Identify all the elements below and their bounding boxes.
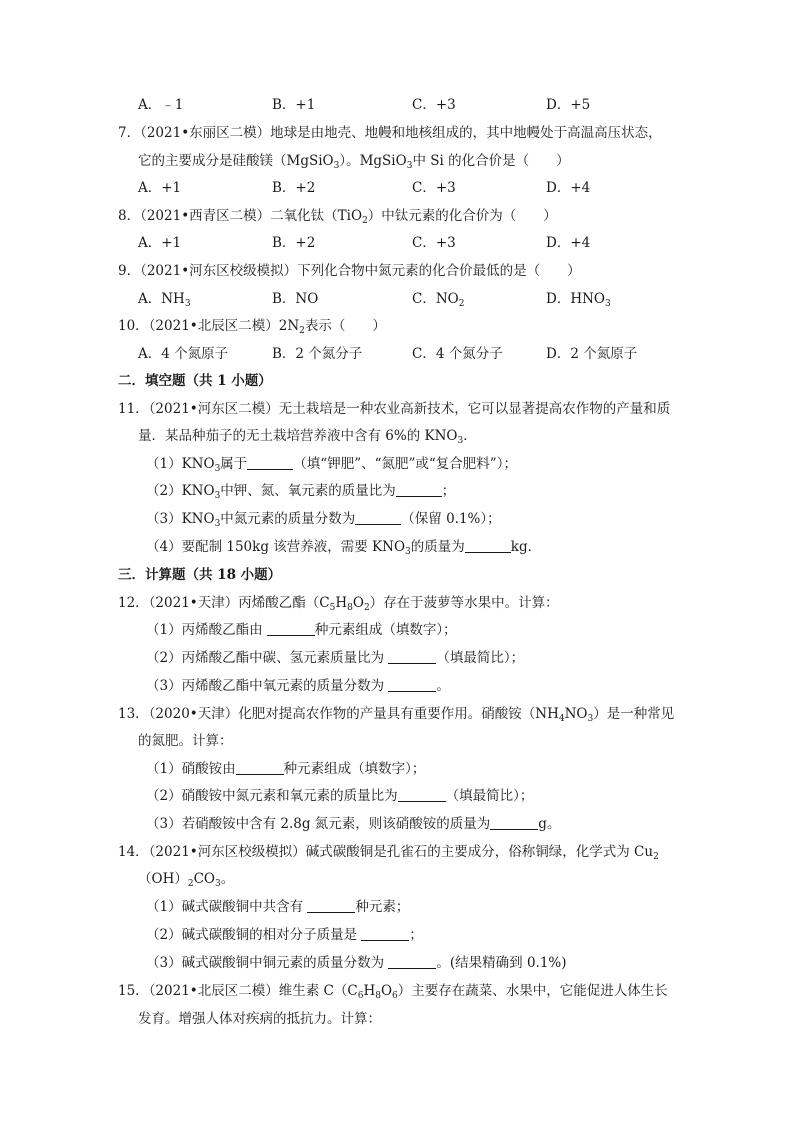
q14-text-2b: CO: [193, 871, 215, 887]
q12-sub-3: 2: [363, 603, 370, 613]
q13-p1-b: 种元素组成（填数字）；: [283, 761, 426, 777]
q12-text-h: H: [335, 595, 348, 611]
q12-text-a: 丙烯酸乙酯（C: [238, 595, 330, 611]
q12-part-2: [146, 648, 524, 668]
q10-source: （2021•北辰区二模）: [148, 318, 279, 334]
q11-p1-a: （1）KNO: [146, 456, 215, 472]
q11-line-1: [118, 399, 670, 419]
q12-source: （2021•天津）: [148, 595, 239, 611]
q10-option-d: D．2 个氮原子: [546, 346, 638, 362]
q8-option-a: A．+1: [138, 235, 182, 251]
q13-p2-a: （2）硝酸铵中氮元素和氧元素的质量比为: [146, 788, 398, 804]
q11-part-2: [146, 481, 455, 501]
q11-sub: 3: [457, 436, 464, 446]
q8-text-b: ）中钛元素的化合价为（ ）: [367, 208, 557, 224]
q15-line-2: 发育。增强人体对疾病的抵抗力。计算：: [138, 1011, 381, 1027]
q14-p1-a: （1）碱式碳酸铜中共含有: [146, 899, 308, 915]
answer-blank[interactable]: [247, 455, 293, 470]
q14-line-1: [118, 842, 659, 862]
q15-text-o: O: [380, 983, 393, 999]
q14-sub-3: 3: [214, 879, 221, 889]
q7-text-1: 地球是由地壳、地幔和地核组成的，其中地幔处于高温高压状态，: [270, 125, 662, 141]
q14-number: 14．: [118, 844, 149, 860]
q14-text-2c: 。: [220, 871, 235, 887]
q7-source: （2021•东丽区二模）: [140, 125, 271, 141]
q12-p3-b: 。: [436, 678, 450, 694]
q11-p2-a: （2）KNO: [146, 483, 215, 499]
q13-p2-b: （填最简比）；: [445, 788, 534, 804]
q11-p1-b: 属于: [220, 456, 248, 472]
q8-source: （2021•西青区二模）: [140, 208, 271, 224]
q11-number: 11．: [118, 401, 149, 417]
q11-source: （2021•河东区二模）: [148, 401, 279, 417]
answer-blank[interactable]: [267, 621, 315, 636]
q8-line-1: [118, 206, 557, 226]
q11-p4-a: （4）要配制 150kg 该营养液，需要 KNO: [146, 539, 406, 555]
q14-part-2: [146, 925, 423, 945]
q9-option-d-sub: 3: [604, 299, 611, 309]
q11-p2-b: 中钾、氮、氧元素的质量比为: [220, 483, 396, 499]
q11-text-1: 无土栽培是一种农业高新技术，它可以显著提高农作物的产量和质: [278, 401, 671, 417]
q8-number: 8．: [118, 208, 141, 224]
q10-line-1: [118, 316, 386, 336]
q12-number: 12．: [118, 595, 149, 611]
q7-sub-2: 3: [406, 161, 413, 171]
answer-blank[interactable]: [361, 926, 409, 941]
q9-text: 下列化合物中氮元素的化合价最低的是（ ）: [297, 263, 581, 279]
q9-option-c-text: C．NO: [412, 291, 459, 307]
section-heading-calculation: 三．计算题（共 18 小题）: [118, 567, 282, 583]
q14-text-2a: （OH）: [138, 871, 188, 887]
q13-p3-b: g。: [538, 816, 561, 832]
answer-blank[interactable]: [398, 787, 446, 802]
q9-option-d: [546, 289, 611, 309]
q10-number: 10．: [118, 318, 149, 334]
q13-p1-a: （1）硝酸铵由: [146, 761, 236, 777]
q12-p1-b: 种元素组成（填数字）；: [314, 622, 457, 638]
q10-option-b: B．2 个氮分子: [272, 346, 363, 362]
answer-blank[interactable]: [388, 677, 436, 692]
q14-p2-a: （2）碱式碳酸铜的相对分子质量是: [146, 927, 362, 943]
answer-blank[interactable]: [490, 815, 538, 830]
q14-sub-1: 2: [653, 852, 659, 862]
q13-text-no: NO: [564, 706, 588, 722]
q8-option-d: D．+4: [546, 235, 591, 251]
q11-part-3: [146, 509, 501, 529]
q9-option-c: [412, 289, 464, 309]
q12-sub-2: 8: [347, 603, 353, 613]
q12-p3-a: （3）丙烯酸乙酯中氧元素的质量分数为: [146, 678, 389, 694]
q15-line-1: [118, 981, 668, 1001]
q13-source: （2020•天津）: [148, 706, 239, 722]
q11-p1-c: （填“钾肥”、“氮肥”或“复合肥料”）；: [293, 456, 517, 472]
q6-option-d: D．+5: [546, 97, 591, 113]
q13-part-3: [146, 814, 560, 834]
q9-option-a: [138, 289, 191, 309]
q14-sub-2: 2: [187, 879, 194, 889]
q12-text-b: ）存在于菠萝等水果中。计算：: [369, 595, 559, 611]
q9-number: 9．: [118, 263, 141, 279]
q11-p4-sub: 3: [405, 547, 411, 557]
q10-sub: 2: [299, 326, 305, 336]
q7-line-2: [138, 151, 570, 171]
q13-p3-a: （3）若硝酸铵中含有 2.8g 氮元素，则该硝酸铵的质量为: [146, 816, 491, 832]
q15-sub-1: 6: [357, 991, 364, 1001]
q8-text-a: 二氧化钛（TiO: [270, 208, 363, 224]
q6-option-b: B．+1: [272, 97, 316, 113]
q9-option-b: B．NO: [272, 291, 319, 307]
q7-text-2b: ）。MgSiO: [339, 153, 407, 169]
q11-text-2b: ．: [463, 428, 477, 444]
q15-sub-2: 8: [375, 991, 381, 1001]
q11-p3-a: （3）KNO: [146, 511, 215, 527]
q12-p2-b: （填最简比）；: [436, 650, 525, 666]
q15-sub-3: 6: [392, 991, 398, 1001]
q13-number: 13．: [118, 706, 149, 722]
answer-blank[interactable]: [307, 898, 355, 913]
q11-p2-c: ；: [441, 483, 456, 499]
q7-option-a: A．+1: [138, 180, 182, 196]
q10-option-a: A．4 个氮原子: [138, 346, 229, 362]
answer-blank[interactable]: [388, 649, 436, 664]
q14-p3-b: 。(结果精确到 0.1%): [436, 955, 567, 971]
q8-option-c: C．+3: [412, 235, 456, 251]
q10-text-a: 2N: [278, 318, 300, 334]
answer-blank[interactable]: [396, 482, 442, 497]
q10-option-c: C．4 个氮分子: [412, 346, 503, 362]
q12-line-1: [118, 593, 559, 613]
q7-option-c: C．+3: [412, 180, 456, 196]
q11-text-2a: 量．某品种茄子的无土栽培营养液中含有 6%的 KNO: [138, 428, 458, 444]
q9-option-a-sub: 3: [184, 299, 191, 309]
q7-option-d: D．+4: [546, 180, 591, 196]
q12-p2-a: （2）丙烯酸乙酯中碳、氢元素质量比为: [146, 650, 389, 666]
q7-number: 7．: [118, 125, 141, 141]
q11-p2-sub: 3: [214, 491, 221, 501]
q14-p2-b: ；: [409, 927, 423, 943]
section-heading-fill-in: 二．填空题（共 1 小题）: [118, 373, 272, 389]
q7-text-2c: 中 Si 的化合价是（ ）: [412, 153, 570, 169]
q7-option-b: B．+2: [272, 180, 316, 196]
q10-text-b: 表示（ ）: [304, 318, 386, 334]
q14-part-3: [146, 953, 567, 973]
q14-p3-a: （3）碱式碳酸铜中铜元素的质量分数为: [146, 955, 389, 971]
q15-number: 15．: [118, 983, 149, 999]
q11-p3-b: 中氮元素的质量分数为: [220, 511, 356, 527]
q13-text-b: ）是一种常见: [593, 706, 675, 722]
q11-p3-sub: 3: [214, 519, 221, 529]
q9-line-1: [118, 261, 581, 281]
q13-sub-2: 3: [587, 714, 594, 724]
q15-text-b: ）主要存在蔬菜、水果中，它能促进人体生长: [397, 983, 668, 999]
q14-part-1: [146, 897, 409, 917]
q12-part-3: [146, 676, 450, 696]
q9-source: （2021•河东区校级模拟）: [140, 263, 298, 279]
q12-sub-1: 5: [329, 603, 336, 613]
q12-p1-a: （1）丙烯酸乙酯由: [146, 622, 267, 638]
q14-text-1: 碱式碳酸铜是孔雀石的主要成分，俗称铜绿，化学式为 Cu: [305, 844, 654, 860]
q11-line-2: [138, 426, 477, 446]
q8-sub: 2: [362, 216, 368, 226]
q12-part-1: [146, 620, 457, 640]
q11-p3-c: （保留 0.1%）；: [401, 511, 501, 527]
q13-text-a: 化肥对提高农作物的产量具有重要作用。硝酸铵（NH: [238, 706, 559, 722]
q8-option-b: B．+2: [272, 235, 316, 251]
q15-text-h: H: [363, 983, 376, 999]
q15-text-a: 维生素 C（C: [278, 983, 358, 999]
answer-blank[interactable]: [388, 954, 436, 969]
q13-line-2: 的氮肥。计算：: [138, 733, 233, 749]
q11-p1-sub: 3: [214, 464, 221, 474]
q9-option-a-text: A．NH: [138, 291, 185, 307]
q11-part-1: [146, 454, 517, 474]
q12-text-o: O: [352, 595, 364, 611]
q9-option-c-sub: 2: [458, 299, 465, 309]
answer-blank[interactable]: [236, 760, 284, 775]
q9-option-d-text: D．HNO: [546, 291, 605, 307]
q13-part-2: [146, 786, 533, 806]
answer-blank[interactable]: [355, 510, 401, 525]
q13-line-1: [118, 704, 674, 724]
q7-line-1: [118, 123, 662, 143]
q7-text-2a: 它的主要成分是硅酸镁（MgSiO: [138, 153, 334, 169]
q6-option-c: C．+3: [412, 97, 456, 113]
q13-part-1: [146, 759, 425, 779]
q7-sub-1: 3: [333, 161, 340, 171]
q11-p4-c: kg．: [510, 539, 542, 555]
q11-p4-b: 的质量为: [410, 539, 465, 555]
q14-line-2: [138, 869, 234, 889]
q11-part-4: [146, 537, 541, 557]
q15-source: （2021•北辰区二模）: [148, 983, 279, 999]
q6-option-a: A．﹣1: [138, 97, 184, 113]
q14-source: （2021•河东区校级模拟）: [148, 844, 306, 860]
answer-blank[interactable]: [465, 538, 511, 553]
q14-p1-b: 种元素；: [355, 899, 410, 915]
q13-sub-1: 4: [558, 714, 565, 724]
